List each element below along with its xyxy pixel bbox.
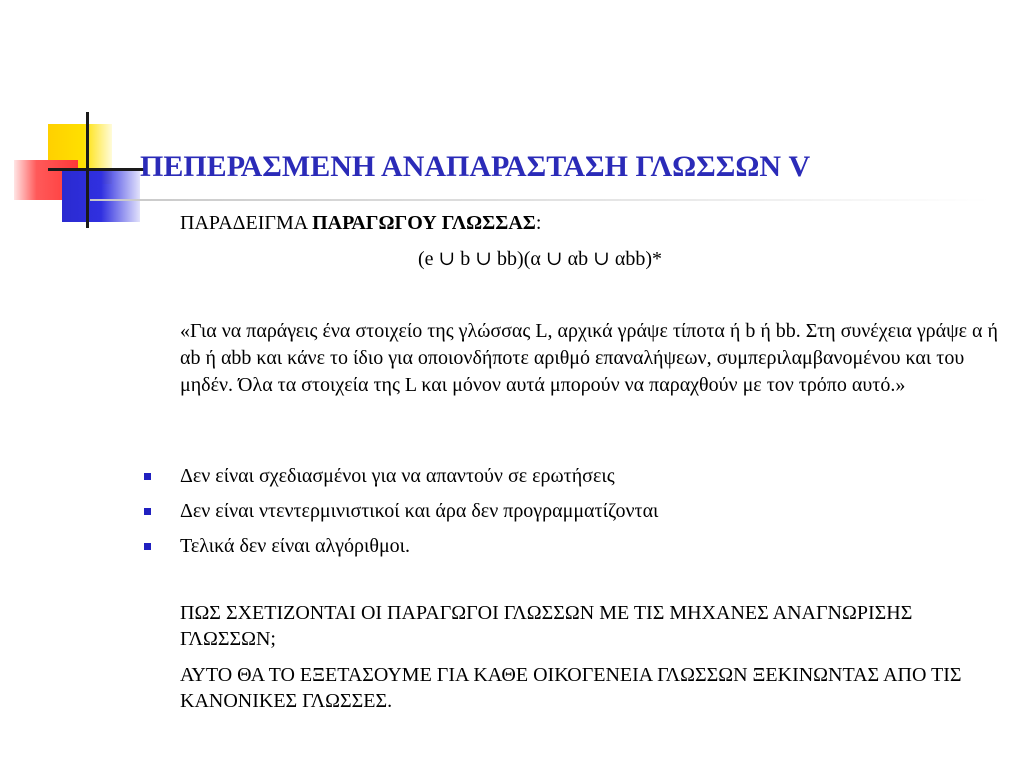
bullet-text: Τελικά δεν είναι αλγόριθμοι. [180, 535, 411, 557]
bullet-list [140, 463, 658, 568]
blue-square-shape [62, 168, 140, 222]
square-bullet-icon [144, 473, 151, 480]
example-suffix: : [535, 212, 542, 234]
example-heading [180, 210, 541, 236]
question-paragraph: ΠΩΣ ΣΧΕΤΙΖΟΝΤΑΙ ΟΙ ΠΑΡΑΓΩΓΟΙ ΓΛΩΣΣΩΝ ΜΕ ΤΙΣ ΜΗΧΑΝΕΣ ΑΝΑΓΝΩΡΙΣΗΣ ΓΛΩΣΣΩΝ; [180, 602, 913, 650]
list-item [140, 498, 658, 533]
square-bullet-icon [144, 543, 151, 550]
square-bullet-icon [144, 508, 151, 515]
horizontal-line-shape [48, 168, 144, 171]
regular-expression-formula: (e ∪ b ∪ bb)(α ∪ αb ∪ αbb)* [418, 248, 662, 270]
example-prefix: ΠΑΡΑΔΕΙΓΜΑ [180, 212, 313, 234]
bullet-text: Δεν είναι σχεδιασμένοι για να απαντούν σε ερωτήσεις [180, 465, 615, 487]
bullet-text: Δεν είναι ντεντερμινιστικοί και άρα δεν προγραμματίζονται [180, 500, 659, 522]
title-divider [90, 199, 990, 201]
list-item [140, 463, 658, 498]
example-bold-term: ΠΑΡΑΓΩΓΟΥ ΓΛΩΣΣΑΣ [312, 212, 536, 234]
answer-paragraph: ΑΥΤΟ ΘΑ ΤΟ ΕΞΕΤΑΣΟΥΜΕ ΓΙΑ ΚΑΘΕ ΟΙΚΟΓΕΝΕΙΑ ΓΛΩΣΣΩΝ ΞΕΚΙΝΩΝΤΑΣ ΑΠΟ ΤΙΣ ΚΑΝΟΝΙΚΕΣ ΓΛΩΣΣΕΣ. [180, 664, 962, 712]
slide-title: ΠΕΠΕΡΑΣΜΕΝΗ ΑΝΑΠΑΡΑΣΤΑΣΗ ΓΛΩΣΣΩΝ V [140, 150, 811, 183]
quote-paragraph: «Για να παράγεις ένα στοιχείο της γλώσσας L, αρχικά γράψε τίποτα ή b ή bb. Στη συνέχεια γράψε α ή αb ή αbb και κάνε το ίδιο για οποιονδήποτε αριθμό επαναλήψεων, συμπεριλαμβανομένου και του μηδέν. Όλα τα στοιχεία της L και μόνον αυτά μπορούν να παραχθούν με τον τρόπο αυτό.» [180, 320, 998, 396]
list-item [140, 533, 658, 568]
decorative-squares-logo [0, 0, 140, 240]
